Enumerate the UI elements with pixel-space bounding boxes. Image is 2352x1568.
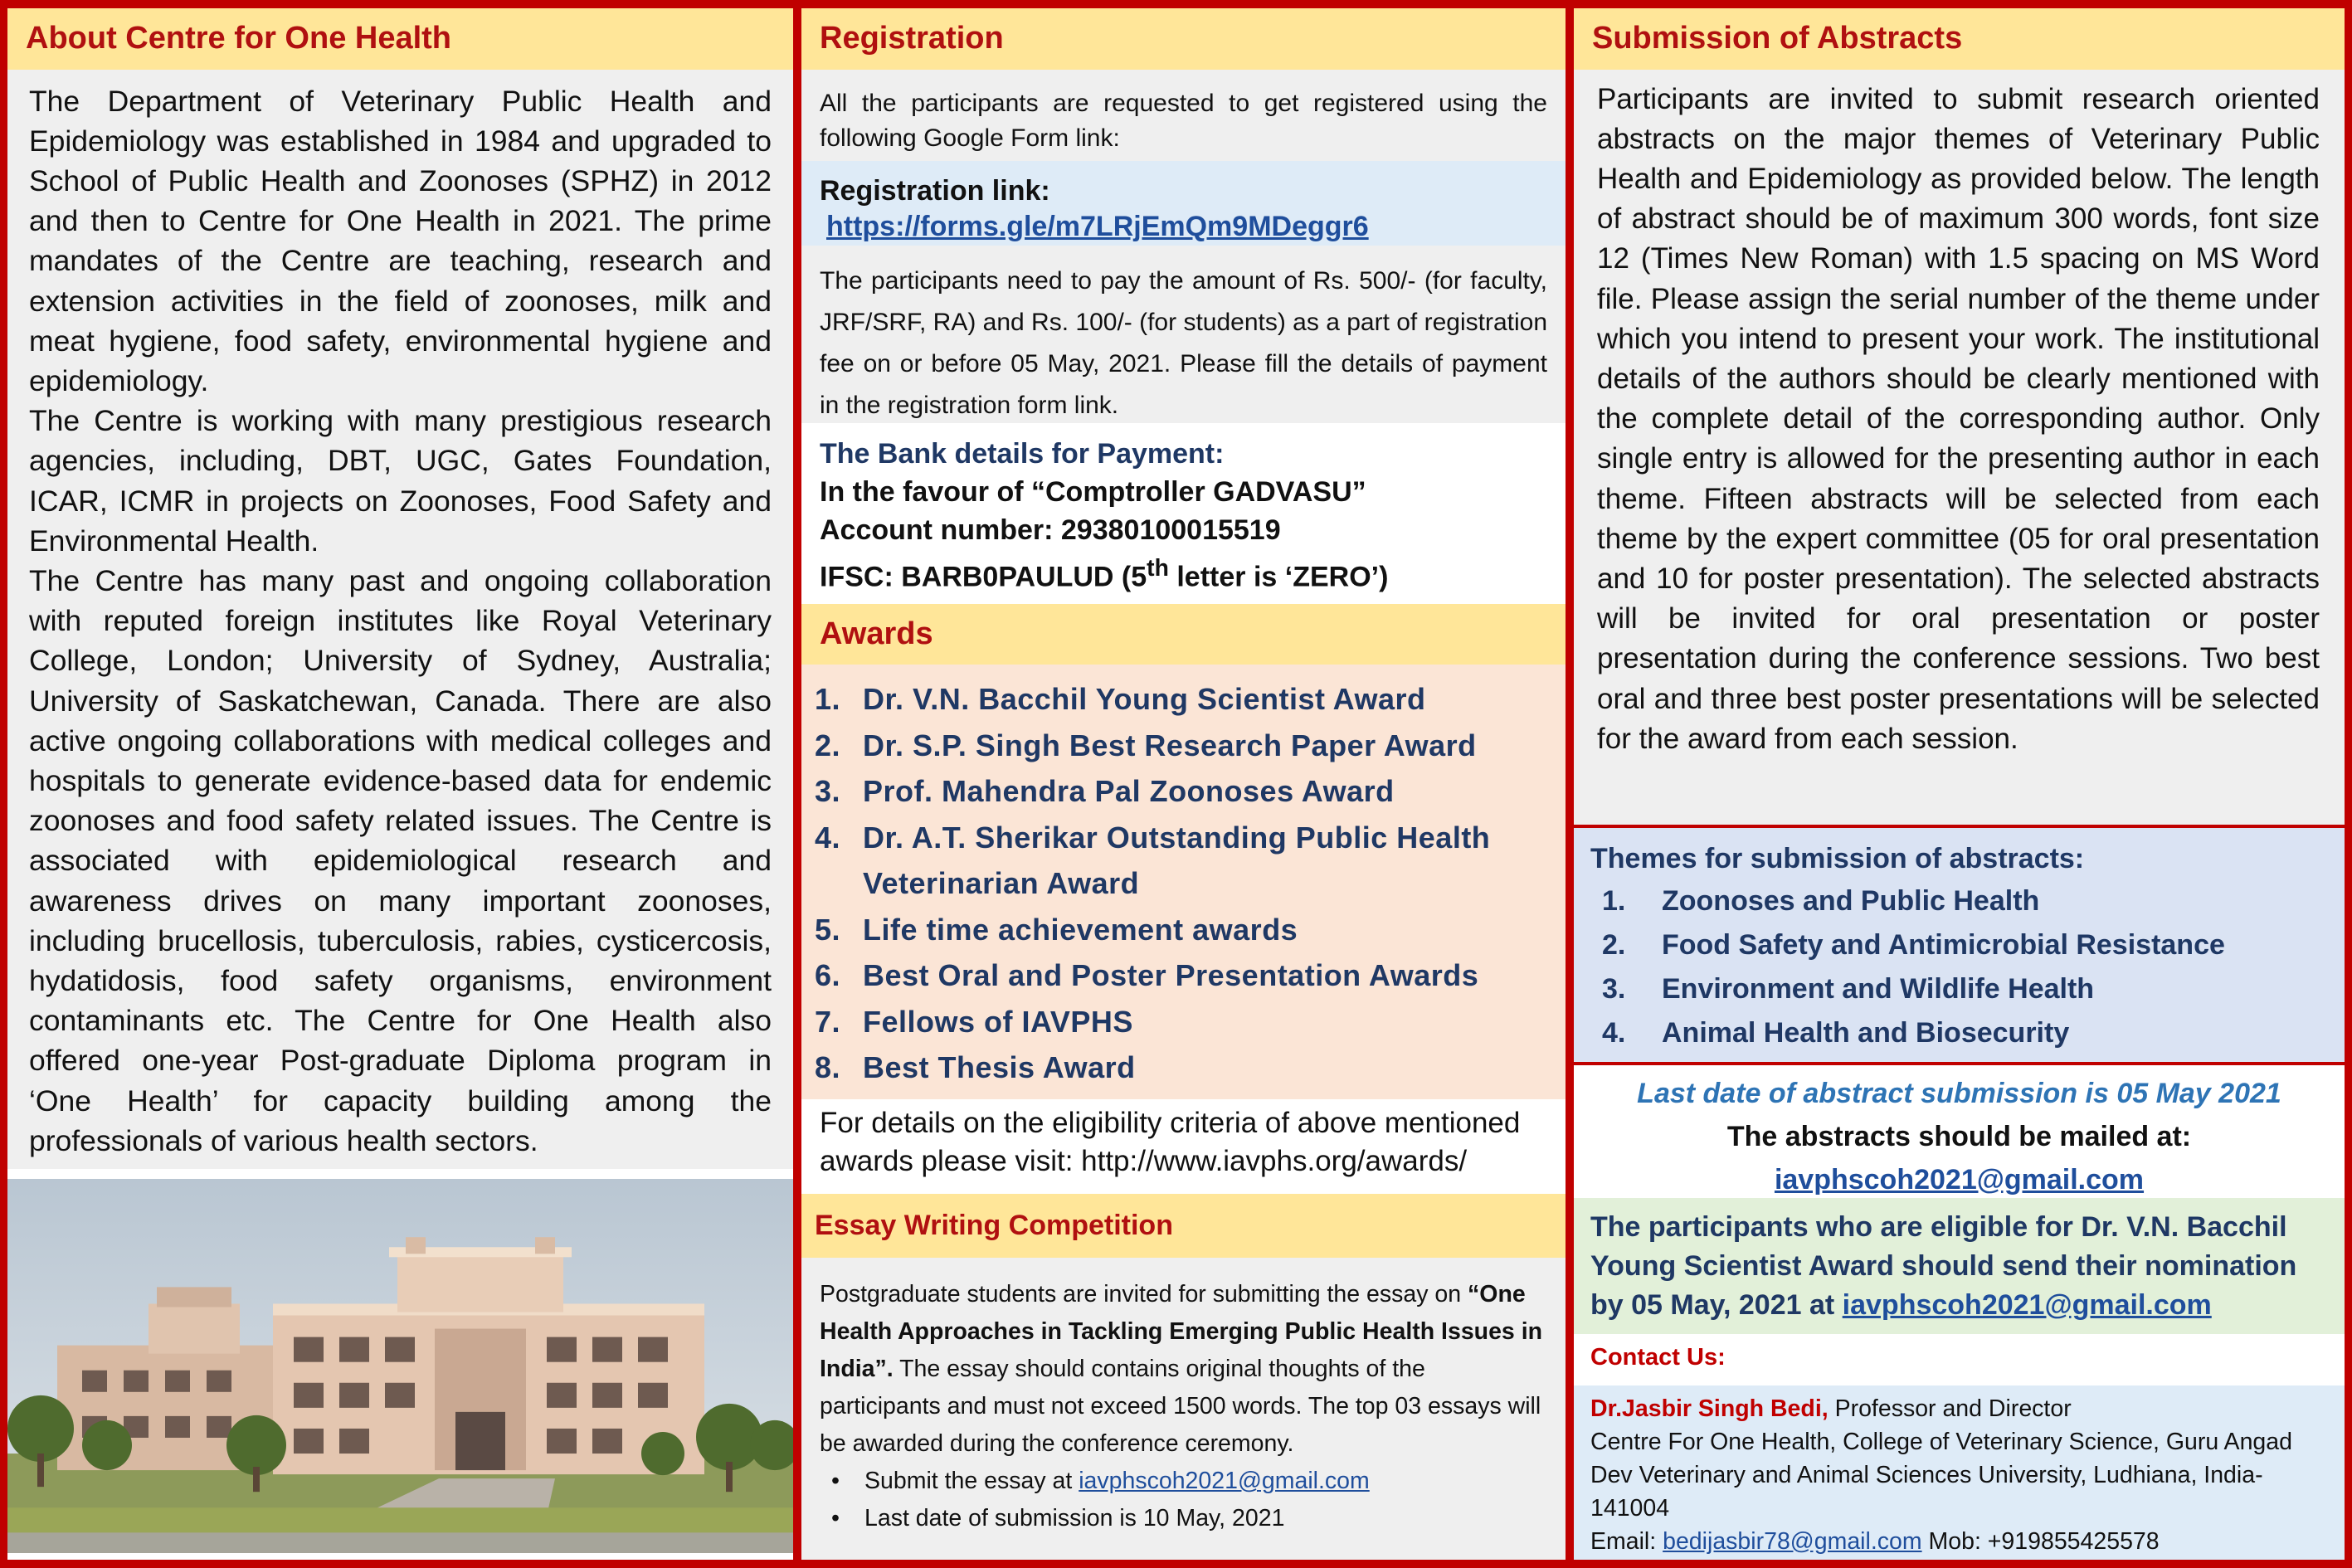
award-item (815, 768, 1552, 815)
essay-section (801, 1258, 1566, 1560)
award-text: Dr. V.N. Bacchil Young Scientist Award (863, 682, 1426, 717)
nomination-email-link[interactable]: iavphscoh2021@gmail.com (1842, 1288, 2212, 1321)
award-item (815, 907, 1552, 953)
award-number: 8. (815, 1050, 841, 1085)
theme-number: 2. (1602, 928, 1626, 961)
award-number: 3. (815, 774, 841, 809)
bank-ifsc (820, 549, 1547, 596)
abstracts-text: Participants are invited to submit research oriented abstracts on the major themes of Veterinary Public Health and Epidemiology as provided below. The length of abstract should be of maximum 300 words, font size 12 (Times New Roman) with 1.5 spacing on MS Word file. Please assign the serial number of the theme under which you intend to present your work. The institutional details of the authors should be clearly mentioned with the complete detail of the corresponding author. Only single entry is allowed for the presenting author in each theme. Fifteen abstracts will be selected from each theme by the expert committee (05 for oral presentation and 10 for poster presentation). The selected abstracts will be invited for oral presentation or poster presentation during the conference sessions. Two best oral and three best poster presentations will be selected for the award from each session. (1574, 70, 2345, 825)
theme-text: Environment and Wildlife Health (1662, 972, 2095, 1005)
theme-number: 4. (1602, 1016, 1626, 1049)
theme-item (1590, 1011, 2328, 1055)
bank-ifsc-note: letter is ‘ZERO’) (1168, 560, 1389, 592)
contact-email-link[interactable]: bedijasbir78@gmail.com (1663, 1527, 1922, 1555)
bullet-icon: • (831, 1467, 840, 1494)
abstract-mail-label: The abstracts should be mailed at: (1726, 1120, 2192, 1152)
essay-topic: “One Health Approaches in Tackling Emerging Public Health Issues in India”. (820, 1280, 1543, 1382)
building-photo (7, 1169, 793, 1560)
award-number: 6. (815, 958, 841, 993)
registration-fee-text: The participants need to pay the amount of Rs. 500/- (for faculty, JRF/SRF, RA) and Rs. 100/- (for students) as a part of registration fee on or before 05 May, 2021. Please fill the details of payment in the registration form link. (801, 246, 1566, 423)
abstract-deadline-box (1574, 1062, 2345, 1198)
contact-address: Centre For One Health, College of Veterinary Science, Guru Angad Dev Veterinary and Animal Sciences University, Ludhiana, India-141004 (1590, 1428, 2292, 1522)
award-text: Best Oral and Poster Presentation Awards (863, 958, 1479, 993)
essay-heading: Essay Writing Competition (801, 1194, 1566, 1258)
theme-number: 3. (1602, 972, 1626, 1005)
award-text: Prof. Mahendra Pal Zoonoses Award (863, 774, 1395, 809)
award-number: 5. (815, 912, 841, 947)
theme-text: Animal Health and Biosecurity (1662, 1016, 2070, 1049)
essay-details: The essay should contains original thoughts of the participants and must not exceed 1500 words. The top 03 essays will be awarded during the conference ceremony. (820, 1355, 1541, 1457)
bank-account: Account number: 29380100015519 (820, 514, 1281, 546)
abstract-last-date: Last date of abstract submission is 05 May 2021 (1637, 1077, 2281, 1109)
award-text: Dr. S.P. Singh Best Research Paper Award (863, 728, 1477, 762)
abstract-email-link[interactable]: iavphscoh2021@gmail.com (1774, 1163, 2145, 1195)
bank-ifsc-sup: th (1147, 554, 1169, 582)
award-text: Fellows of IAVPHS (863, 1004, 1133, 1039)
award-text: Life time achievement awards (863, 912, 1298, 947)
contact-mobile: Mob: +919855425578 (1921, 1527, 2160, 1555)
registration-link-box (801, 161, 1566, 246)
essay-submit-text: Submit the essay at (864, 1467, 1079, 1494)
contact-heading: Contact Us: (1574, 1334, 2345, 1385)
registration-column (801, 8, 1566, 1560)
award-number: 7. (815, 1004, 841, 1039)
award-text: Dr. A.T. Sherikar Outstanding Public Health Veterinarian Award (863, 820, 1491, 901)
theme-text: Food Safety and Antimicrobial Resistance (1662, 928, 2225, 961)
contact-email-label: Email: (1590, 1527, 1663, 1555)
essay-description (820, 1276, 1547, 1463)
abstracts-heading: Submission of Abstracts (1574, 8, 2345, 70)
about-paragraph-1: The Department of Veterinary Public Health and Epidemiology was established in 1984 and upgraded to School of Public Health and Zoonoses (SPHZ) in 2012 and then to Centre for One Health in 2021. The prime mandates of the Centre are teaching, research and extension activities in the field of zoonoses, milk and meat hygiene, food safety, environmental hygiene and epidemiology. (29, 84, 772, 398)
award-number: 4. (815, 820, 841, 855)
registration-link[interactable]: https://forms.gle/m7LRjEmQm9MDeggr6 (826, 210, 1369, 242)
essay-email-link[interactable]: iavphscoh2021@gmail.com (1079, 1467, 1370, 1494)
registration-intro: All the participants are requested to get registered using the following Google Form link: (801, 70, 1566, 161)
bank-ifsc-code: IFSC: BARB0PAULUD (5 (820, 560, 1147, 592)
nomination-text: The participants who are eligible for Dr. V.N. Bacchil Young Scientist Award should send their nomination by 05 May, 2021 at (1590, 1210, 2297, 1321)
about-text (7, 70, 793, 1169)
awards-eligibility: For details on the eligibility criteria of above mentioned awards please visit: http://www.iavphs.org/awards/ (801, 1099, 1566, 1194)
contact-details (1574, 1385, 2345, 1560)
abstracts-column (1574, 8, 2345, 1560)
theme-item (1590, 879, 2328, 923)
award-number: 1. (815, 682, 841, 717)
awards-list (801, 665, 1566, 1099)
contact-name: Dr.Jasbir Singh Bedi, (1590, 1395, 1829, 1422)
registration-link-label: Registration link: (820, 174, 1050, 207)
theme-item (1590, 967, 2328, 1011)
building-illustration (7, 1179, 793, 1553)
bank-favour: In the favour of “Comptroller GADVASU” (820, 475, 1366, 508)
bank-details-title: The Bank details for Payment: (820, 437, 1225, 470)
award-item (815, 999, 1552, 1045)
essay-deadline-text: Last date of submission is 10 May, 2021 (864, 1504, 1285, 1531)
award-item (815, 952, 1552, 999)
theme-item (1590, 923, 2328, 967)
bank-details (801, 423, 1566, 604)
bullet-icon: • (831, 1504, 840, 1531)
award-item (815, 815, 1552, 907)
themes-title: Themes for submission of abstracts: (1590, 842, 2085, 874)
registration-heading: Registration (801, 8, 1566, 70)
essay-bullet-deadline (820, 1500, 1547, 1537)
contact-lines (1590, 1525, 2328, 1558)
award-item (815, 723, 1552, 769)
award-item (815, 676, 1552, 723)
essay-bullet-submit (820, 1463, 1547, 1500)
contact-role: Professor and Director (1828, 1395, 2072, 1422)
essay-intro: Postgraduate students are invited for submitting the essay on (820, 1280, 1468, 1307)
theme-number: 1. (1602, 884, 1626, 917)
about-column (7, 8, 793, 1560)
contact-person (1590, 1392, 2328, 1425)
award-text: Best Thesis Award (863, 1050, 1136, 1085)
about-paragraph-2: The Centre is working with many prestigious research agencies, including, DBT, UGC, Gates Foundation, ICAR, ICMR in projects on Zoonoses, Food Safety and Environmental Health. (29, 404, 772, 558)
about-paragraph-3: The Centre has many past and ongoing collaboration with reputed foreign institutes like Royal Veterinary College, London; University of Sydney, Australia; University of Saskatchewan, Canada. There are also active ongoing collaborations with medical colleges and hospitals to generate evidence-based data for endemic zoonoses and food safety related issues. The Centre is associated with epidemiological research and awareness drives on many important zoonoses, including brucellosis, tuberculosis, rabies, cysticercosis, hydatidosis, food safety organisms, environment contaminants etc. The Centre for One Health also offered one-year Post-graduate Diploma program in ‘One Health’ for capacity building among the professionals of various health sectors. (29, 564, 772, 1157)
award-item (815, 1045, 1552, 1091)
about-heading: About Centre for One Health (7, 8, 793, 70)
themes-box (1574, 825, 2345, 1062)
award-number: 2. (815, 728, 841, 762)
awards-heading: Awards (801, 604, 1566, 665)
nomination-box (1574, 1198, 2345, 1334)
theme-text: Zoonoses and Public Health (1662, 884, 2040, 917)
